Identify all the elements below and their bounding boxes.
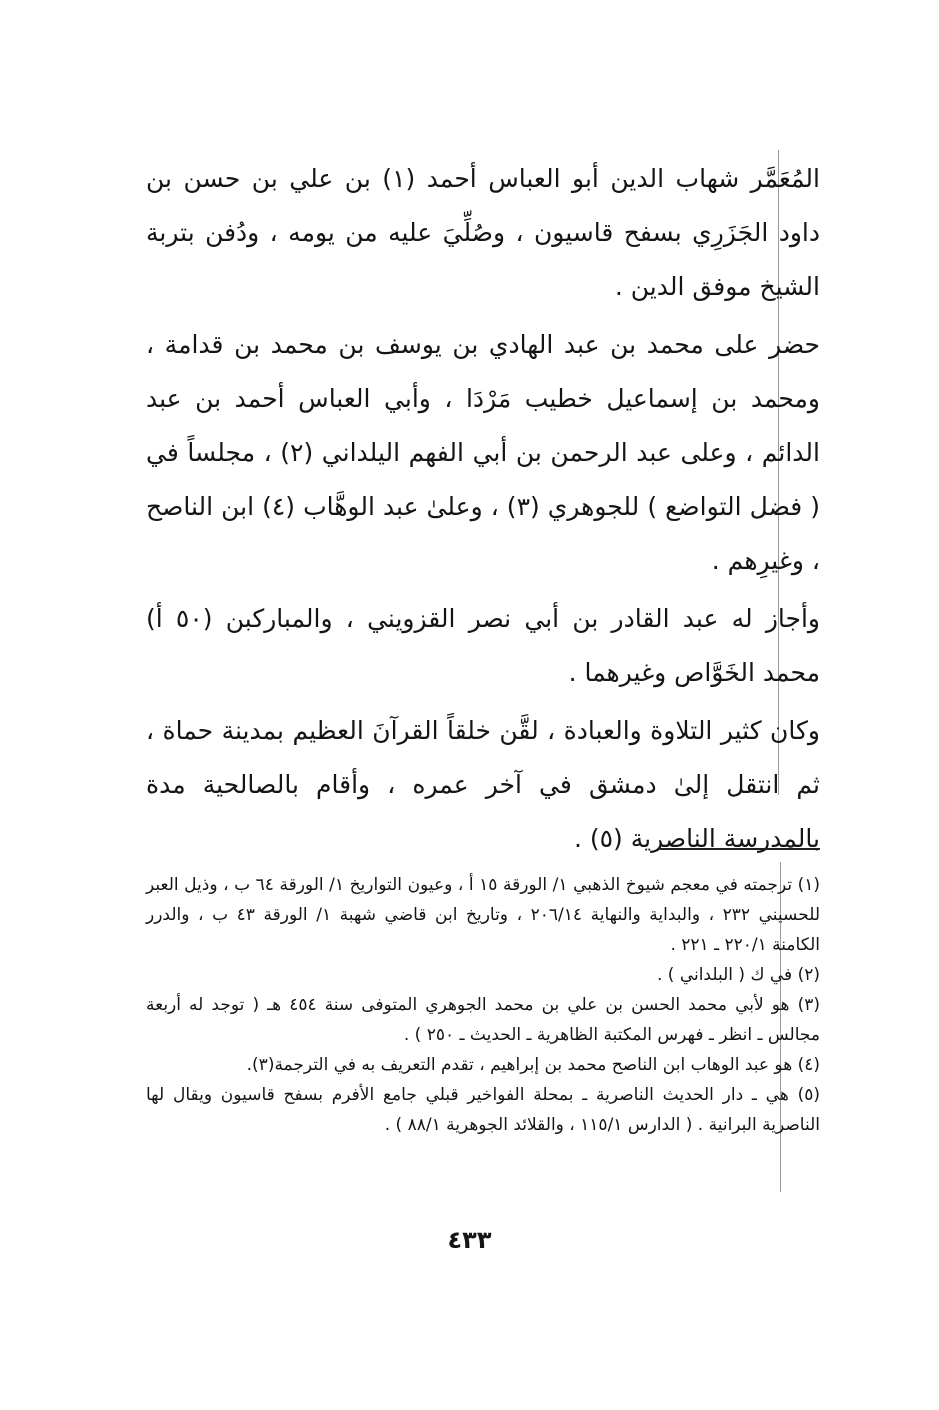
paragraph: وكان كثير التلاوة والعبادة ، لقَّن خلقاً القرآنَ العظيم بمدينة حماة ، ثم انتقل إلىٰ دمشق في آخر عمره ، وأقام بالصالحية مدة بالمدرسة الناصرية (٥) . [146, 716, 820, 853]
footnotes [146, 870, 820, 1140]
paragraph: حضر على محمد بن عبد الهادي بن يوسف بن محمد بن قدامة ، ومحمد بن إسماعيل خطيب مَرْدَا ، وأبي العباس أحمد بن عبد الدائم ، وعلى عبد الرحمن بن أبي الفهم اليلداني (٢) ، مجلساً في ( فضل التواضع ) للجوهري (٣) ، وعلىٰ عبد الوهَّاب (٤) ابن الناصح ، وغيرِهم . [146, 330, 820, 575]
footnote-separator [660, 848, 820, 850]
footnote: (٥) هي ـ دار الحديث الناصرية ـ بمحلة الفواخير قبلي جامع الأفرم بسفح قاسيون ويقال لها الناصرية البرانية . ( الدارس ١١٥/١ ، والقلائد الجوهرية ٨٨/١ ) . [146, 1085, 820, 1135]
footnote: (٢) في ك ( البلداني ) . [656, 965, 820, 985]
page-number: ٤٣٣ [447, 1226, 492, 1254]
paragraph: المُعَمَّر شهاب الدين أبو العباس أحمد (١) بن علي بن حسن بن داود الجَزَرِي بسفح قاسيون ، وصُلِّيَ عليه من يومه ، ودُفن بتربة الشيخ موفق الدين . [146, 164, 820, 301]
footnote: (٤) هو عبد الوهاب ابن الناصح محمد بن إبراهيم ، تقدم التعريف به في الترجمة(٣). [246, 1055, 820, 1075]
footnote: (١) ترجمته في معجم شيوخ الذهبي ١/ الورقة ١٥ أ ، وعيون التواريخ ١/ الورقة ٦٤ ب ، وذيل العبر للحسيني ٢٣٢ ، والبداية والنهاية ٢٠٦/١٤ ، وتاريخ ابن قاضي شهبة ١/ الورقة ٤٣ ب ، والدرر الكامنة ٢٢٠/١ ـ ٢٢١ . [146, 875, 821, 955]
paragraph: وأجاز له عبد القادر بن أبي نصر القزويني ، والمباركبن (٥٠ أ) محمد الخَوَّاص وغيرهما . [146, 604, 820, 687]
main-text [146, 152, 820, 866]
footnote: (٣) هو لأبي محمد الحسن بن علي بن محمد الجوهري المتوفى سنة ٤٥٤ هـ ( توجد له أربعة مجالس ـ انظر ـ فهرس المكتبة الظاهرية ـ الحديث ـ ٢٥٠ ) . [146, 995, 820, 1045]
